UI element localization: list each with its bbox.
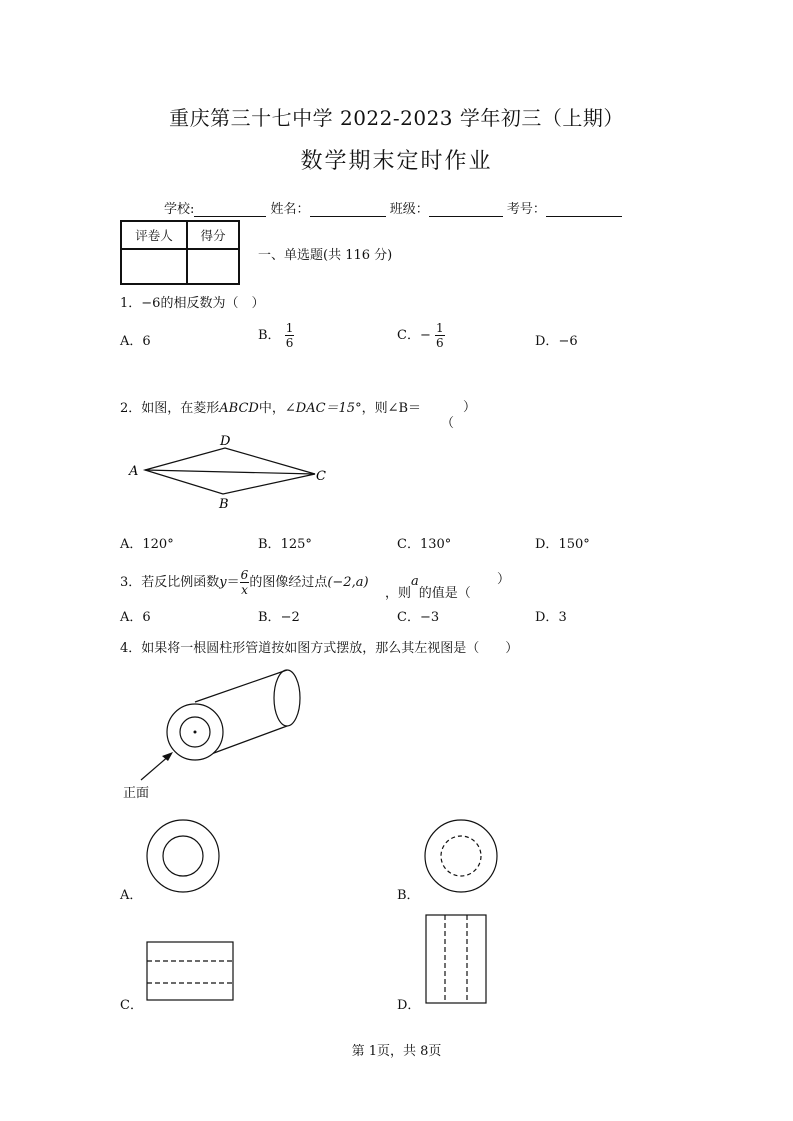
option-value: 6 xyxy=(142,610,151,625)
option-label: C． xyxy=(120,998,143,1013)
option-label: B． xyxy=(397,888,420,903)
q4-option-d[interactable] xyxy=(397,994,420,1013)
option-label: A． xyxy=(120,537,143,552)
question-text: −6的相反数为（ ） xyxy=(141,296,265,311)
paren-open: （ xyxy=(441,416,455,431)
question-text-mid: 的图像经过点 xyxy=(249,575,328,590)
grader-header: 评卷人 xyxy=(121,221,187,249)
question-text-then: ，则 xyxy=(385,586,412,601)
fraction-denominator: x xyxy=(241,583,248,597)
vertex-c-label: C xyxy=(316,469,326,484)
point-coordinates: (−2,a) xyxy=(327,575,369,590)
question-text-pre: 若反比例函数 xyxy=(141,575,220,590)
q4-option-a-figure[interactable] xyxy=(145,818,225,898)
id-label: 考号： xyxy=(506,202,546,217)
variable-a: a xyxy=(411,574,419,589)
pipe-top-edge xyxy=(195,670,287,702)
question-text-mid: 中， xyxy=(258,401,285,416)
q4-option-d-figure[interactable] xyxy=(425,914,489,1006)
option-value: 6 xyxy=(142,334,151,349)
q2-option-c[interactable] xyxy=(397,533,451,552)
function-fraction xyxy=(240,568,250,597)
q4-option-a[interactable] xyxy=(120,884,142,903)
q3-option-b[interactable] xyxy=(258,606,300,625)
option-label: A． xyxy=(120,888,143,903)
q4-option-b-figure[interactable] xyxy=(423,818,503,898)
option-label: B． xyxy=(258,328,281,343)
score-header: 得分 xyxy=(187,221,239,249)
q2-option-d[interactable] xyxy=(535,533,590,552)
fraction-numerator: 6 xyxy=(240,568,249,582)
fraction xyxy=(435,321,445,350)
question-number: 2． xyxy=(120,401,142,416)
option-label: C． xyxy=(397,610,420,625)
minus-sign: − xyxy=(419,328,431,343)
option-value: 130° xyxy=(419,537,452,552)
option-value: −2 xyxy=(280,610,300,625)
page-footer: 第 1页，共 8页 xyxy=(351,1044,442,1059)
question-2 xyxy=(120,397,421,416)
q2-option-a[interactable] xyxy=(120,533,174,552)
q1-option-d[interactable] xyxy=(535,330,578,349)
question-3 xyxy=(120,568,369,597)
name-blank[interactable] xyxy=(310,202,386,217)
question-4 xyxy=(120,637,518,656)
q1-option-a[interactable] xyxy=(120,330,151,349)
fraction-denominator: 6 xyxy=(436,336,444,350)
option-value: 120° xyxy=(142,537,174,552)
document-subtitle: 数学期末定时作业 xyxy=(300,149,493,174)
q4-option-b[interactable] xyxy=(397,884,420,903)
q3-option-c[interactable] xyxy=(397,606,439,625)
class-blank[interactable] xyxy=(429,202,503,217)
rhombus-figure xyxy=(125,430,335,510)
front-label: 正面 xyxy=(123,786,150,801)
q4-option-c[interactable] xyxy=(120,994,143,1013)
paren-close: ） xyxy=(497,572,511,587)
option-label: D． xyxy=(535,537,559,552)
question-3-tail xyxy=(385,574,471,601)
option-label: A． xyxy=(120,610,143,625)
document-title: 重庆第三十七中学 2022-2023 学年初三（上期） xyxy=(169,106,624,130)
student-info-line xyxy=(164,198,622,217)
paren-close: ） xyxy=(463,400,477,415)
vertex-a-label: A xyxy=(129,464,139,479)
question-number: 1． xyxy=(120,296,142,311)
outer-circle xyxy=(147,820,219,892)
option-label: A． xyxy=(120,334,143,349)
given-angle: ∠DAC＝15° xyxy=(284,401,362,416)
func-y: y xyxy=(219,575,227,590)
option-value: 3 xyxy=(558,610,567,625)
fraction-denominator: 6 xyxy=(285,336,294,350)
q1-option-c[interactable] xyxy=(397,321,445,350)
option-value: 125° xyxy=(280,537,312,552)
option-value: −3 xyxy=(419,610,440,625)
school-label: 学校: xyxy=(164,202,195,217)
option-label: D． xyxy=(535,610,559,625)
option-value: 150° xyxy=(558,537,590,552)
func-eq: ＝ xyxy=(226,575,240,590)
fraction-numerator: 1 xyxy=(436,321,444,335)
outer-circle xyxy=(425,820,497,892)
diagonal-ac xyxy=(145,470,315,474)
q1-option-b[interactable] xyxy=(258,321,294,350)
option-label: B． xyxy=(258,537,281,552)
question-text: 如果将一根圆柱形管道按如图方式摆放，那么其左视图是（ ） xyxy=(141,641,519,656)
pipe-center-dot xyxy=(194,731,197,734)
option-label: C． xyxy=(397,537,420,552)
outer-rect xyxy=(426,915,486,1003)
school-blank[interactable] xyxy=(194,202,266,217)
question-number: 4． xyxy=(120,641,142,656)
fraction xyxy=(285,321,295,350)
option-label: D． xyxy=(535,334,559,349)
q3-option-a[interactable] xyxy=(120,606,151,625)
question-text-post: 的值是（ xyxy=(418,586,471,601)
option-label: D． xyxy=(397,998,421,1013)
option-value: −6 xyxy=(558,334,578,349)
q3-option-d[interactable] xyxy=(535,606,567,625)
grader-table xyxy=(120,220,240,285)
q2-option-b[interactable] xyxy=(258,533,312,552)
shape-name: ABCD xyxy=(219,401,259,416)
question-1 xyxy=(120,292,264,311)
outer-rect xyxy=(147,942,233,1000)
option-label: C． xyxy=(397,328,420,343)
id-blank[interactable] xyxy=(546,202,622,217)
question-text-post: ，则∠B＝ xyxy=(361,401,422,416)
class-label: 班级： xyxy=(389,202,429,217)
fraction-numerator: 1 xyxy=(285,321,294,335)
section-title: 一、单选题(共 116 分) xyxy=(258,248,393,263)
score-cell[interactable] xyxy=(187,249,239,284)
vertex-b-label: B xyxy=(219,497,229,510)
q4-option-c-figure[interactable] xyxy=(146,941,236,1003)
front-arrow-head xyxy=(162,752,173,761)
name-label: 姓名： xyxy=(270,202,310,217)
grader-cell[interactable] xyxy=(121,249,187,284)
option-label: B． xyxy=(258,610,281,625)
vertex-d-label: D xyxy=(220,434,231,449)
question-text-pre: 如图，在菱形 xyxy=(141,401,220,416)
inner-circle xyxy=(163,836,203,876)
inner-dashed-circle xyxy=(441,836,481,876)
question-number: 3． xyxy=(120,575,142,590)
pipe-back-end xyxy=(274,670,300,726)
